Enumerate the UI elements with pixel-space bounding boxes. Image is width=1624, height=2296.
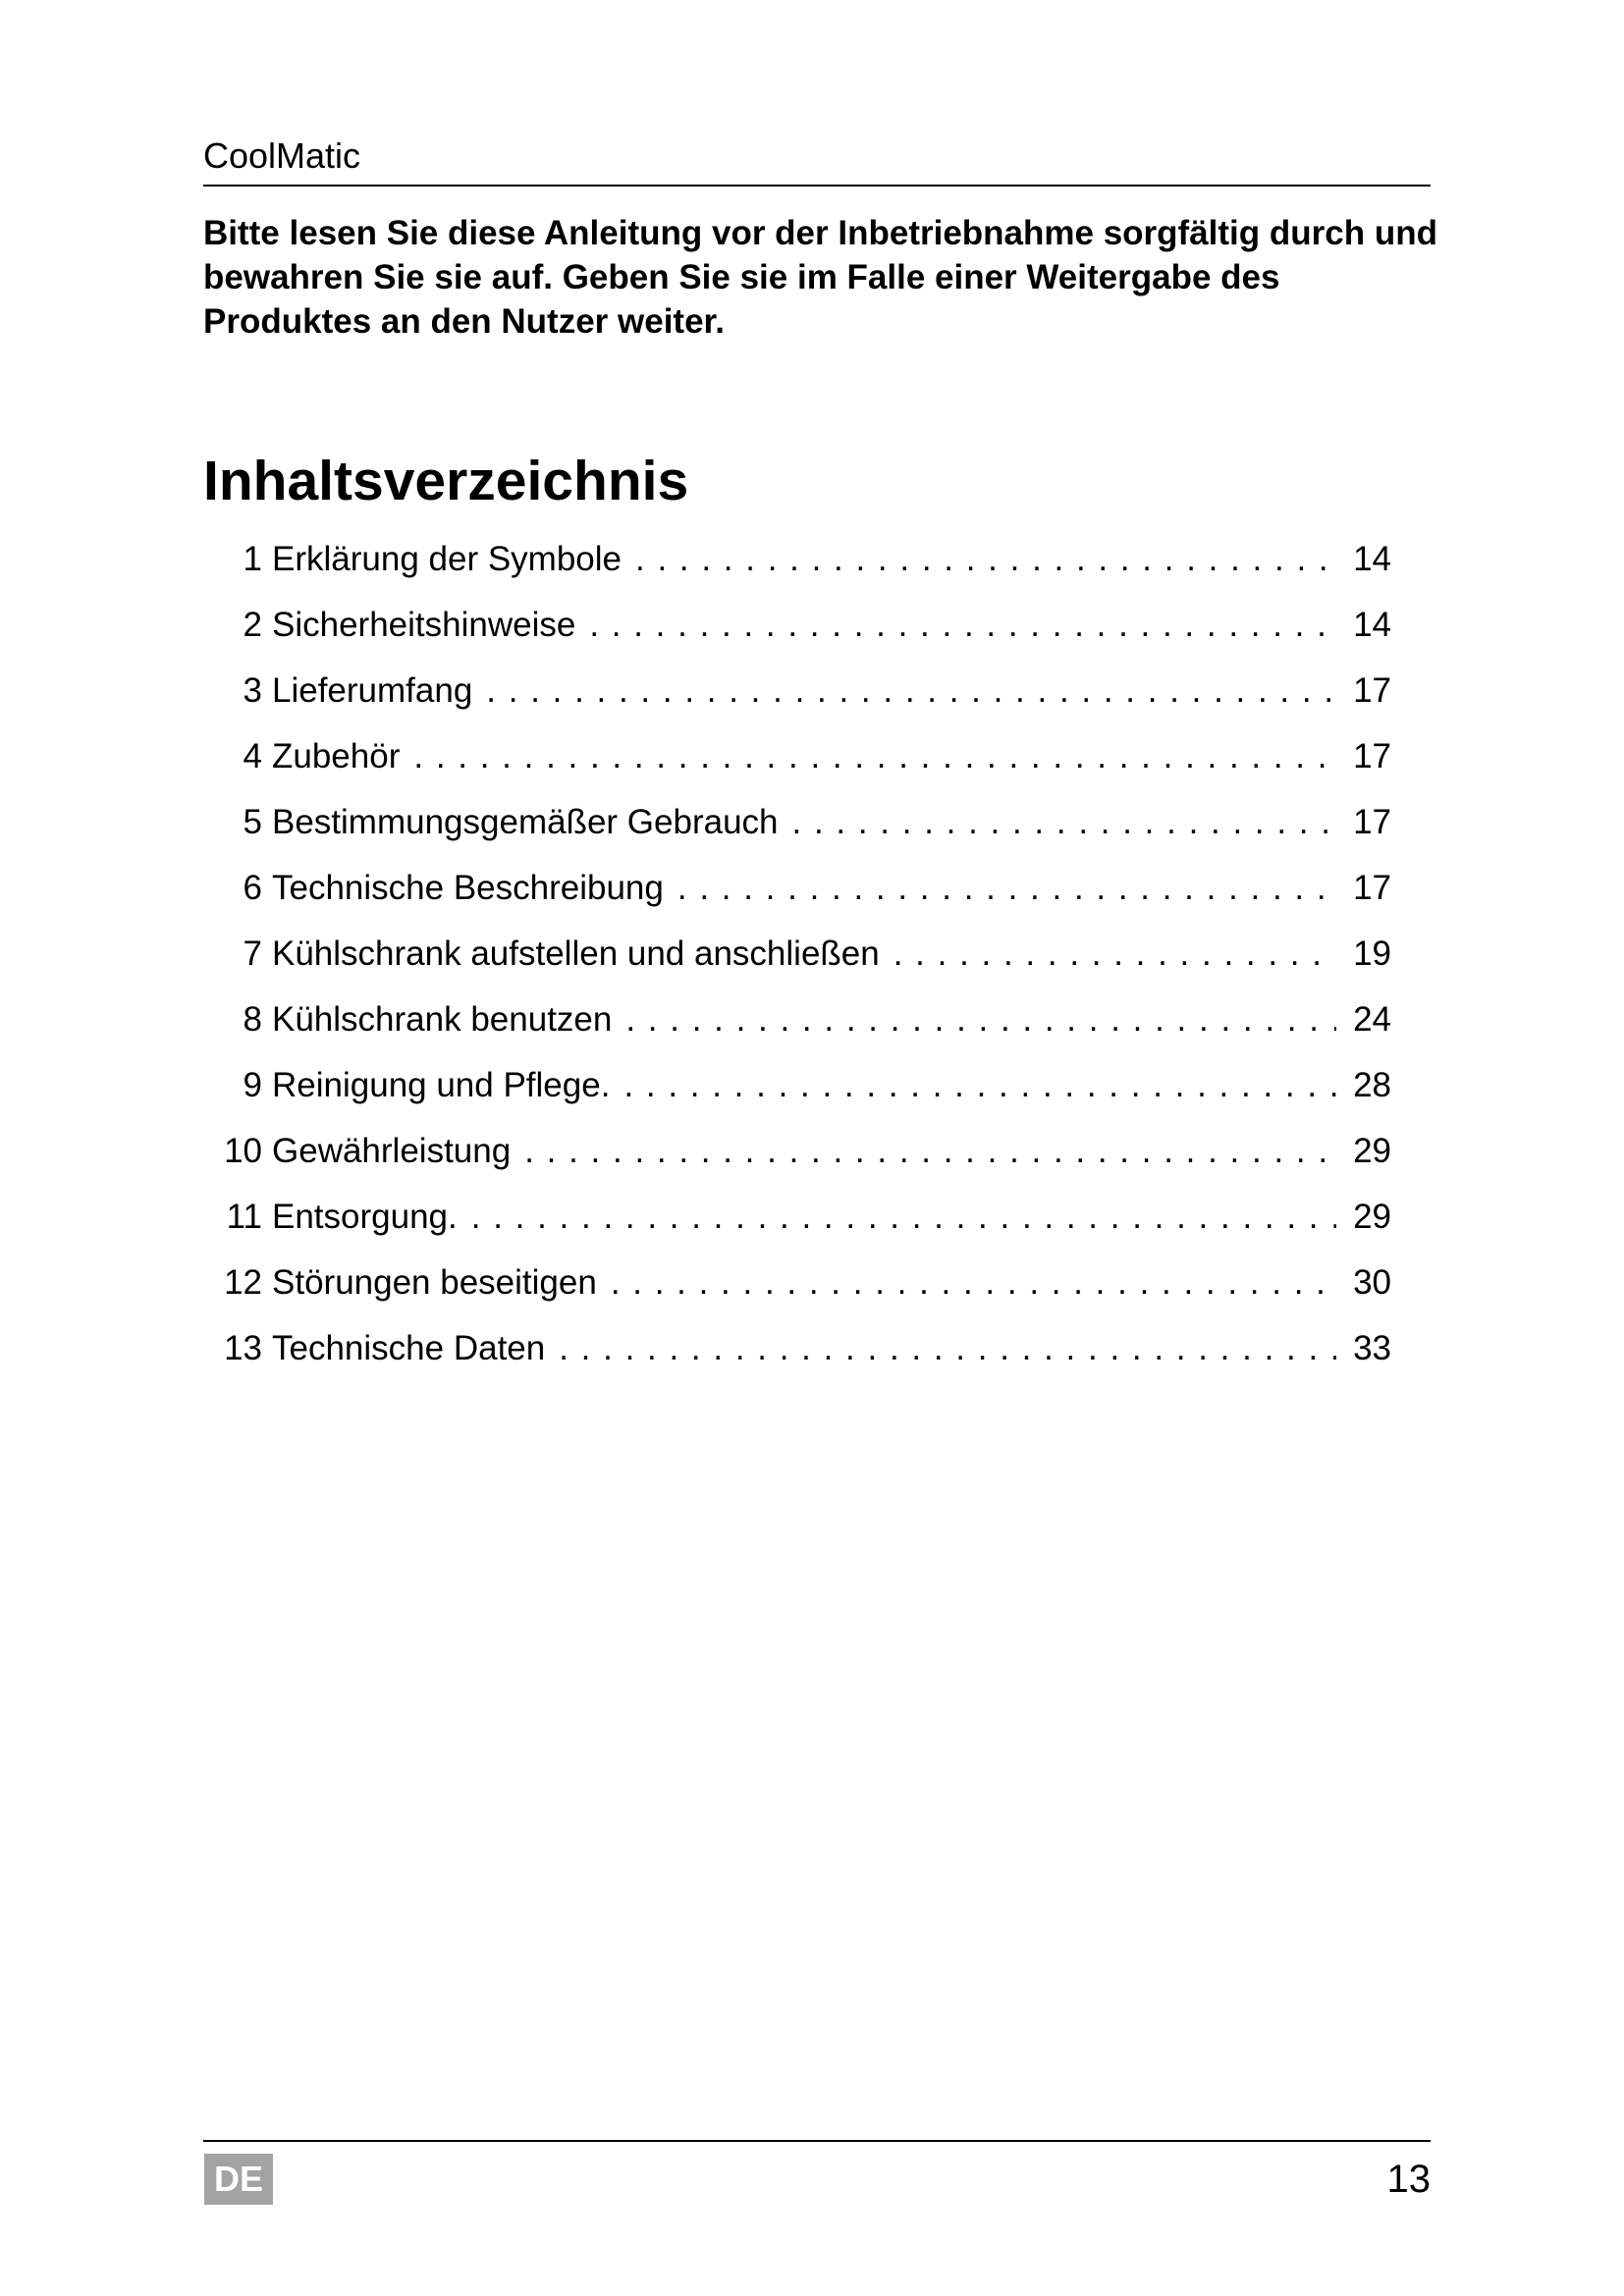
toc-entry[interactable]	[203, 665, 1391, 730]
toc-heading: Inhaltsverzeichnis	[203, 450, 689, 512]
toc-entry-title: Bestimmungsgemäßer Gebrauch	[272, 803, 779, 841]
toc-entry-number: 8	[243, 1000, 262, 1039]
toc-entry-page: 17	[1353, 737, 1391, 775]
toc-entry-title: Reinigung und Pflege.	[272, 1066, 611, 1104]
toc-entry-page: 17	[1353, 803, 1391, 841]
toc-entry-title: Gewährleistung	[272, 1132, 512, 1170]
toc-dot-leader	[559, 1322, 1336, 1375]
toc-entry[interactable]	[203, 993, 1391, 1059]
toc-entry-title: Störungen beseitigen	[272, 1263, 597, 1302]
toc-dot-leader	[524, 1125, 1336, 1178]
toc-entry-title: Technische Beschreibung	[272, 869, 664, 907]
toc-entry-page: 29	[1353, 1198, 1391, 1236]
document-header-title: CoolMatic	[203, 135, 361, 176]
toc-entry-title: Kühlschrank aufstellen und anschließen	[272, 934, 880, 973]
toc-entry[interactable]	[203, 1125, 1391, 1191]
toc-entry-number: 1	[243, 540, 262, 578]
table-of-contents	[203, 533, 1391, 1388]
toc-dot-leader	[623, 1059, 1336, 1112]
toc-dot-leader	[625, 993, 1336, 1046]
toc-entry-page: 28	[1353, 1066, 1391, 1104]
toc-entry[interactable]	[203, 533, 1391, 599]
toc-entry-page: 14	[1353, 540, 1391, 578]
toc-entry-title: Technische Daten	[272, 1329, 546, 1367]
header-divider	[203, 185, 1431, 187]
toc-entry-page: 24	[1353, 1000, 1391, 1039]
toc-entry-title: Zubehör	[272, 737, 401, 775]
toc-entry-number: 12	[224, 1263, 262, 1302]
toc-dot-leader	[893, 928, 1336, 981]
toc-entry[interactable]	[203, 796, 1391, 862]
toc-entry[interactable]	[203, 730, 1391, 796]
toc-entry-page: 29	[1353, 1132, 1391, 1170]
toc-dot-leader	[677, 862, 1336, 915]
toc-entry[interactable]	[203, 928, 1391, 993]
toc-entry-number: 2	[243, 606, 262, 644]
toc-entry-title: Kühlschrank benutzen	[272, 1000, 613, 1039]
toc-entry-number: 5	[243, 803, 262, 841]
toc-entry-title: Sicherheitshinweise	[272, 606, 576, 644]
toc-dot-leader	[471, 1191, 1336, 1244]
toc-entry-title: Erklärung der Symbole	[272, 540, 622, 578]
toc-entry[interactable]	[203, 862, 1391, 928]
toc-entry-number: 7	[243, 934, 262, 973]
toc-dot-leader	[611, 1256, 1336, 1309]
toc-entry-page: 33	[1353, 1329, 1391, 1367]
page-number: 13	[1386, 2158, 1431, 2201]
toc-entry-title: Entsorgung.	[272, 1198, 458, 1236]
toc-entry-number: 13	[224, 1329, 262, 1367]
toc-entry-page: 17	[1353, 869, 1391, 907]
toc-dot-leader	[792, 796, 1337, 849]
toc-entry-number: 6	[243, 869, 262, 907]
toc-dot-leader	[635, 533, 1336, 586]
toc-entry-page: 19	[1353, 934, 1391, 973]
toc-entry-number: 10	[224, 1132, 262, 1170]
intro-notice: Bitte lesen Sie diese Anleitung vor der Inbetriebnahme sorgfältig durch und bewahren Sie sie auf. Geben Sie sie im Falle einer Weitergabe des Produktes an den Nutzer weiter.	[203, 214, 1437, 341]
footer-divider	[203, 2140, 1431, 2142]
toc-entry-number: 4	[243, 737, 262, 775]
toc-entry[interactable]	[203, 1256, 1391, 1322]
toc-dot-leader	[486, 665, 1336, 718]
toc-entry[interactable]	[203, 1322, 1391, 1388]
toc-entry[interactable]	[203, 1191, 1391, 1256]
toc-entry-number: 11	[226, 1198, 262, 1236]
toc-entry-page: 17	[1353, 671, 1391, 710]
toc-entry-page: 30	[1353, 1263, 1391, 1302]
language-badge: DE	[204, 2154, 273, 2205]
toc-entry-page: 14	[1353, 606, 1391, 644]
toc-entry[interactable]	[203, 1059, 1391, 1125]
toc-dot-leader	[589, 599, 1336, 652]
toc-entry-number: 9	[243, 1066, 262, 1104]
toc-entry-number: 3	[243, 671, 262, 710]
toc-entry[interactable]	[203, 599, 1391, 665]
toc-dot-leader	[413, 730, 1336, 783]
toc-entry-title: Lieferumfang	[272, 671, 473, 710]
